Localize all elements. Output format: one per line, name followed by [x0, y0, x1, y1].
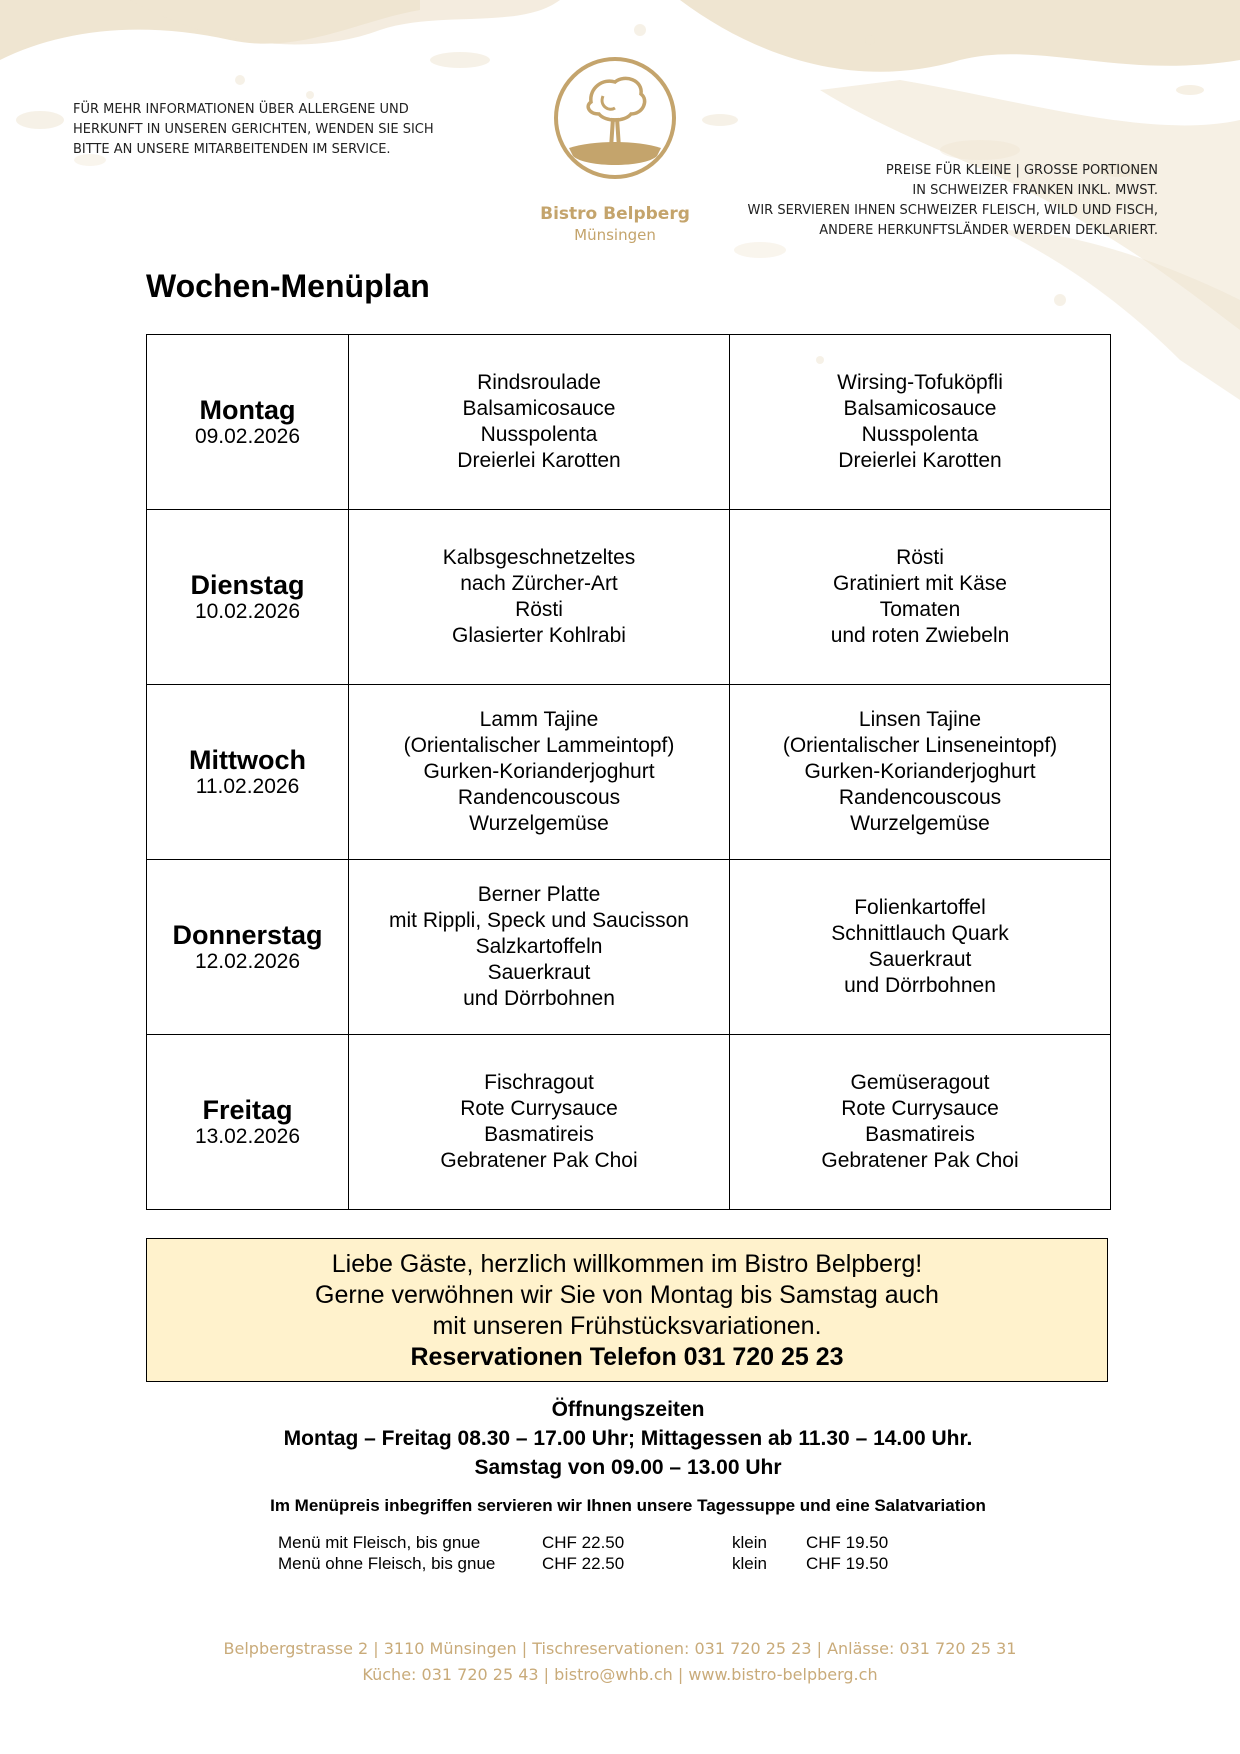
menu-row	[147, 1035, 1111, 1210]
price-note-line: IN SCHWEIZER FRANKEN INKL. MWST.	[912, 183, 1158, 198]
dish-line: Wurzelgemüse	[850, 812, 990, 835]
price-list	[278, 1532, 926, 1574]
menu-row	[147, 860, 1111, 1035]
day-name: Mittwoch	[189, 745, 306, 775]
dish-line: Gurken-Korianderjoghurt	[423, 760, 655, 783]
dish-line: Fischragout	[484, 1071, 594, 1094]
price-label: Menü ohne Fleisch, bis gnue	[278, 1554, 496, 1573]
dish-line: Balsamicosauce	[843, 397, 997, 420]
menu-row	[147, 335, 1111, 510]
dish-line: Gebratener Pak Choi	[821, 1149, 1019, 1172]
price-value: CHF 22.50	[542, 1554, 625, 1573]
meat-menu-cell	[349, 685, 730, 860]
price-small-value: CHF 19.50	[806, 1554, 889, 1573]
dish-line: und roten Zwiebeln	[830, 624, 1010, 647]
allergen-note	[73, 100, 473, 160]
price-value: CHF 22.50	[542, 1533, 625, 1552]
price-small-label: klein	[732, 1554, 767, 1573]
day-cell	[147, 335, 349, 510]
day-date: 09.02.2026	[194, 425, 301, 448]
day-cell	[147, 510, 349, 685]
day-name: Dienstag	[190, 570, 305, 600]
dish-line: Gemüseragout	[850, 1071, 990, 1094]
dish-line: Dreierlei Karotten	[838, 449, 1002, 472]
vegetarian-menu-cell	[730, 1035, 1111, 1210]
dish-line: Randencouscous	[457, 786, 621, 809]
hours-saturday: Samstag von 09.00 – 13.00 Uhr	[474, 1456, 782, 1479]
dish-line: mit Rippli, Speck und Saucisson	[389, 909, 689, 932]
price-small-value: CHF 19.50	[806, 1533, 889, 1552]
hours-weekdays: Montag – Freitag 08.30 – 17.00 Uhr; Mittagessen ab 11.30 – 14.00 Uhr.	[283, 1427, 973, 1450]
reservation-phone: Reservationen Telefon 031 720 25 23	[410, 1343, 844, 1371]
price-small-label: klein	[732, 1533, 767, 1552]
vegetarian-menu-cell	[730, 335, 1111, 510]
price-row	[278, 1553, 926, 1574]
dish-line: Kalbsgeschnetzeltes	[442, 546, 636, 569]
logo-name: Bistro Belpberg	[540, 204, 690, 224]
dish-line: Gurken-Korianderjoghurt	[804, 760, 1036, 783]
meat-menu-cell	[349, 1035, 730, 1210]
dish-line: Sauerkraut	[868, 948, 972, 971]
meat-menu-cell	[349, 860, 730, 1035]
dish-line: Gratiniert mit Käse	[833, 572, 1007, 595]
footer-contact-line: Küche: 031 720 25 43 | bistro@whb.ch | www.bistro-belpberg.ch	[362, 1665, 878, 1684]
menu-row	[147, 510, 1111, 685]
footer-contact	[0, 1636, 1240, 1688]
vegetarian-menu-cell	[730, 860, 1111, 1035]
dish-line: nach Zürcher-Art	[460, 572, 618, 595]
menu-table	[146, 334, 1111, 1210]
dish-line: Rote Currysauce	[841, 1097, 999, 1120]
footer-address: Belpbergstrasse 2 | 3110 Münsingen | Tischreservationen: 031 720 25 23 | Anlässe: 031 720 25 31	[223, 1639, 1017, 1658]
dish-line: Nusspolenta	[480, 423, 598, 446]
dish-line: Linsen Tajine	[858, 708, 982, 731]
dish-line: Rösti	[515, 598, 563, 621]
meat-menu-cell	[349, 335, 730, 510]
day-date: 13.02.2026	[194, 1125, 301, 1148]
day-date: 12.02.2026	[194, 950, 301, 973]
welcome-line: Gerne verwöhnen wir Sie von Montag bis Samstag auch	[315, 1281, 939, 1309]
dish-line: Rote Currysauce	[460, 1097, 618, 1120]
vegetarian-menu-cell	[730, 510, 1111, 685]
day-name: Donnerstag	[172, 920, 323, 950]
dish-line: Berner Platte	[477, 883, 601, 906]
dish-line: Nusspolenta	[861, 423, 979, 446]
day-name: Freitag	[202, 1095, 293, 1125]
dish-line: Rösti	[896, 546, 944, 569]
dish-line: Schnittlauch Quark	[831, 922, 1009, 945]
dish-line: Rindsroulade	[477, 371, 601, 394]
day-cell	[147, 860, 349, 1035]
dish-line: Gebratener Pak Choi	[440, 1149, 638, 1172]
allergen-note-line: FÜR MEHR INFORMATIONEN ÜBER ALLERGENE UND	[73, 102, 409, 117]
hours-title: Öffnungszeiten	[551, 1398, 705, 1421]
day-cell	[147, 685, 349, 860]
dish-line: Wirsing-Tofuköpfli	[837, 371, 1003, 394]
dish-line: Folienkartoffel	[854, 896, 986, 919]
dish-line: Basmatireis	[865, 1123, 975, 1146]
welcome-box	[146, 1238, 1108, 1382]
page-title: Wochen-Menüplan	[146, 268, 430, 304]
dish-line: und Dörrbohnen	[463, 987, 615, 1010]
day-date: 11.02.2026	[195, 775, 300, 798]
dish-line: und Dörrbohnen	[844, 974, 996, 997]
price-note-line: PREISE FÜR KLEINE | GROSSE PORTIONEN	[885, 163, 1158, 178]
dish-line: Salzkartoffeln	[475, 935, 603, 958]
included-note: Im Menüpreis inbegriffen servieren wir Ihnen unsere Tagessuppe und eine Salatvariation	[270, 1496, 986, 1515]
dish-line: Balsamicosauce	[462, 397, 616, 420]
price-row	[278, 1532, 926, 1553]
menu-row	[147, 685, 1111, 860]
dish-line: (Orientalischer Lammeintopf)	[403, 734, 675, 757]
day-name: Montag	[199, 395, 296, 425]
price-label: Menü mit Fleisch, bis gnue	[278, 1533, 481, 1552]
allergen-note-line: BITTE AN UNSERE MITARBEITENDEN IM SERVICE.	[73, 142, 391, 157]
welcome-line: Liebe Gäste, herzlich willkommen im Bistro Belpberg!	[331, 1250, 923, 1278]
price-note	[638, 161, 1158, 241]
vegetarian-menu-cell	[730, 685, 1111, 860]
day-date: 10.02.2026	[194, 600, 301, 623]
logo-city: Münsingen	[574, 226, 656, 244]
price-note-line: ANDERE HERKUNFTSLÄNDER WERDEN DEKLARIERT.	[819, 223, 1158, 238]
day-cell	[147, 1035, 349, 1210]
welcome-line: mit unseren Frühstücksvariationen.	[432, 1312, 822, 1340]
dish-line: Wurzelgemüse	[469, 812, 609, 835]
dish-line: Randencouscous	[838, 786, 1002, 809]
allergen-note-line: HERKUNFT IN UNSEREN GERICHTEN, WENDEN SIE SICH	[73, 122, 434, 137]
dish-line: Basmatireis	[484, 1123, 594, 1146]
dish-line: (Orientalischer Linseneintopf)	[782, 734, 1058, 757]
dish-line: Lamm Tajine	[479, 708, 599, 731]
dish-line: Sauerkraut	[487, 961, 591, 984]
price-note-line: WIR SERVIEREN IHNEN SCHWEIZER FLEISCH, WILD UND FISCH,	[747, 203, 1158, 218]
dish-line: Glasierter Kohlrabi	[452, 624, 626, 647]
meat-menu-cell	[349, 510, 730, 685]
dish-line: Dreierlei Karotten	[457, 449, 621, 472]
dish-line: Tomaten	[879, 598, 961, 621]
opening-hours	[146, 1396, 1110, 1482]
